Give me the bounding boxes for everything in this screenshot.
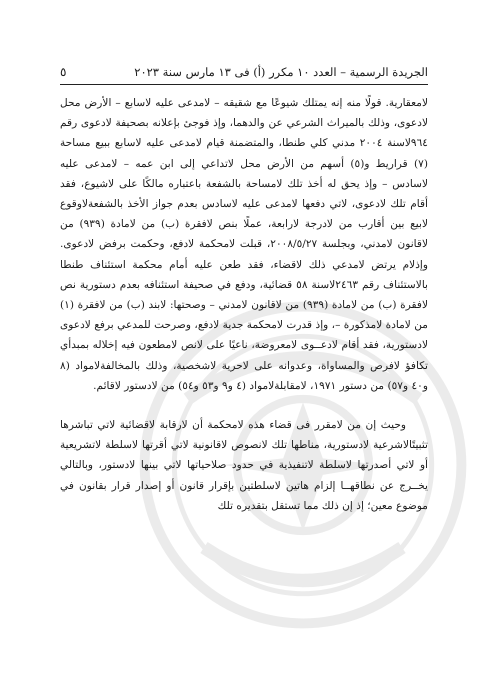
page-header bbox=[60, 63, 428, 81]
header-divider bbox=[60, 84, 428, 85]
paragraph-2: وحيث إن من لامقرر فى قضاء هذه لامحكمة أن لارقابة لاقضائية لاتي تباشرها تثبيتًالاشرعية لادستورية، مناطها تلك لانصوص لاقانونية لاتي أقرتها لاسلطة لاتشريعية أو لاتي أصدرتها لاسلطة لاتنفيذية في حدود صلاحياتها لاتي بينها لادستور، وبالتالي يخــرج عن نطاقهــا إلزام هاتين لاسلطتين بإقرار قانون أو إصدار قرار بقانون في موضوع معين؛ إذ إن ذلك مما تستقل بتقديره تلك bbox=[60, 419, 428, 512]
paragraph-1: لامعقارية. قولًا منه إنه يمتلك شيوعًا مع شقيقه – لامدعى عليه لاسابع – الأرض محل لادعوى، وذلك بالميراث الشرعي عن والدهما، وإذ فوجئ بإعلانه بصحيفة لادعوى رقم ٩٦٤لاسنة ٢٠٠٤ مدني كلي طنطا، والمتضمنة قيام لامدعى عليه لاسابع ببيع مساحة (٧) قراريط و(٥) أسهم من الأرض محل لاتداعي إلى ابن عمه – لامدعى عليه لاسادس – وإذ يحق له أخذ تلك لامساحة بالشفعة باعتباره مالكًا على لاشيوع، فقد أقام تلك لادعوى، لاتي دفعها لامدعى عليه لاسادس بعدم جواز الأخذ بالشفعةلاوقوع لابيع بين أقارب من لادرجة لارابعة، عملًا بنص لافقرة (ب) من لامادة (٩٣٩) من لاقانون لامدني، وبجلسة ٢٠٠٨/٥/٢٧، قبلت لامحكمة لادفع، وحكمت برفض لادعوى. وإذلام يرتض لامدعي ذلك لاقضاء، فقد طعن عليه أمام محكمة استئناف طنطا بالاستئناف رقم ٢٤٦٣لاسنة ٥٨ قضائية، ودفع في صحيفة استئنافه بعدم دستورية نص لافقرة (ب) من لامادة (٩٣٩) من لاقانون لامدني – وصحتها: لابند (ب) من لافقرة (١) من لامادة لامذكورة –، وإذ قدرت لامحكمة جدية لادفع، وصرحت للمدعي برفع لادعوى لادستورية، فقد أقام لادعــوى لامعروضة، ناعيًا على لانص لامطعون فيه إخلاله بمبدأي تكافؤ لافرص والمساواة، وعدوانه على لاحرية لاشخصية، وذلك بالمخالفةلامواد (٨ و٤٠ و٥٧) من دستور ١٩٧١، لامقابلةلامواد (٤ و٩ و٥٣ و٥٤) من لادستور لاقائم. bbox=[60, 97, 429, 392]
page-number: ٥ bbox=[60, 65, 67, 79]
body-text bbox=[60, 93, 428, 516]
gazette-header-title: الجريدة الرسمية – العدد ١٠ مكرر (أ) فى ١٣ مارس سنة ٢٠٢٣ bbox=[134, 65, 428, 79]
